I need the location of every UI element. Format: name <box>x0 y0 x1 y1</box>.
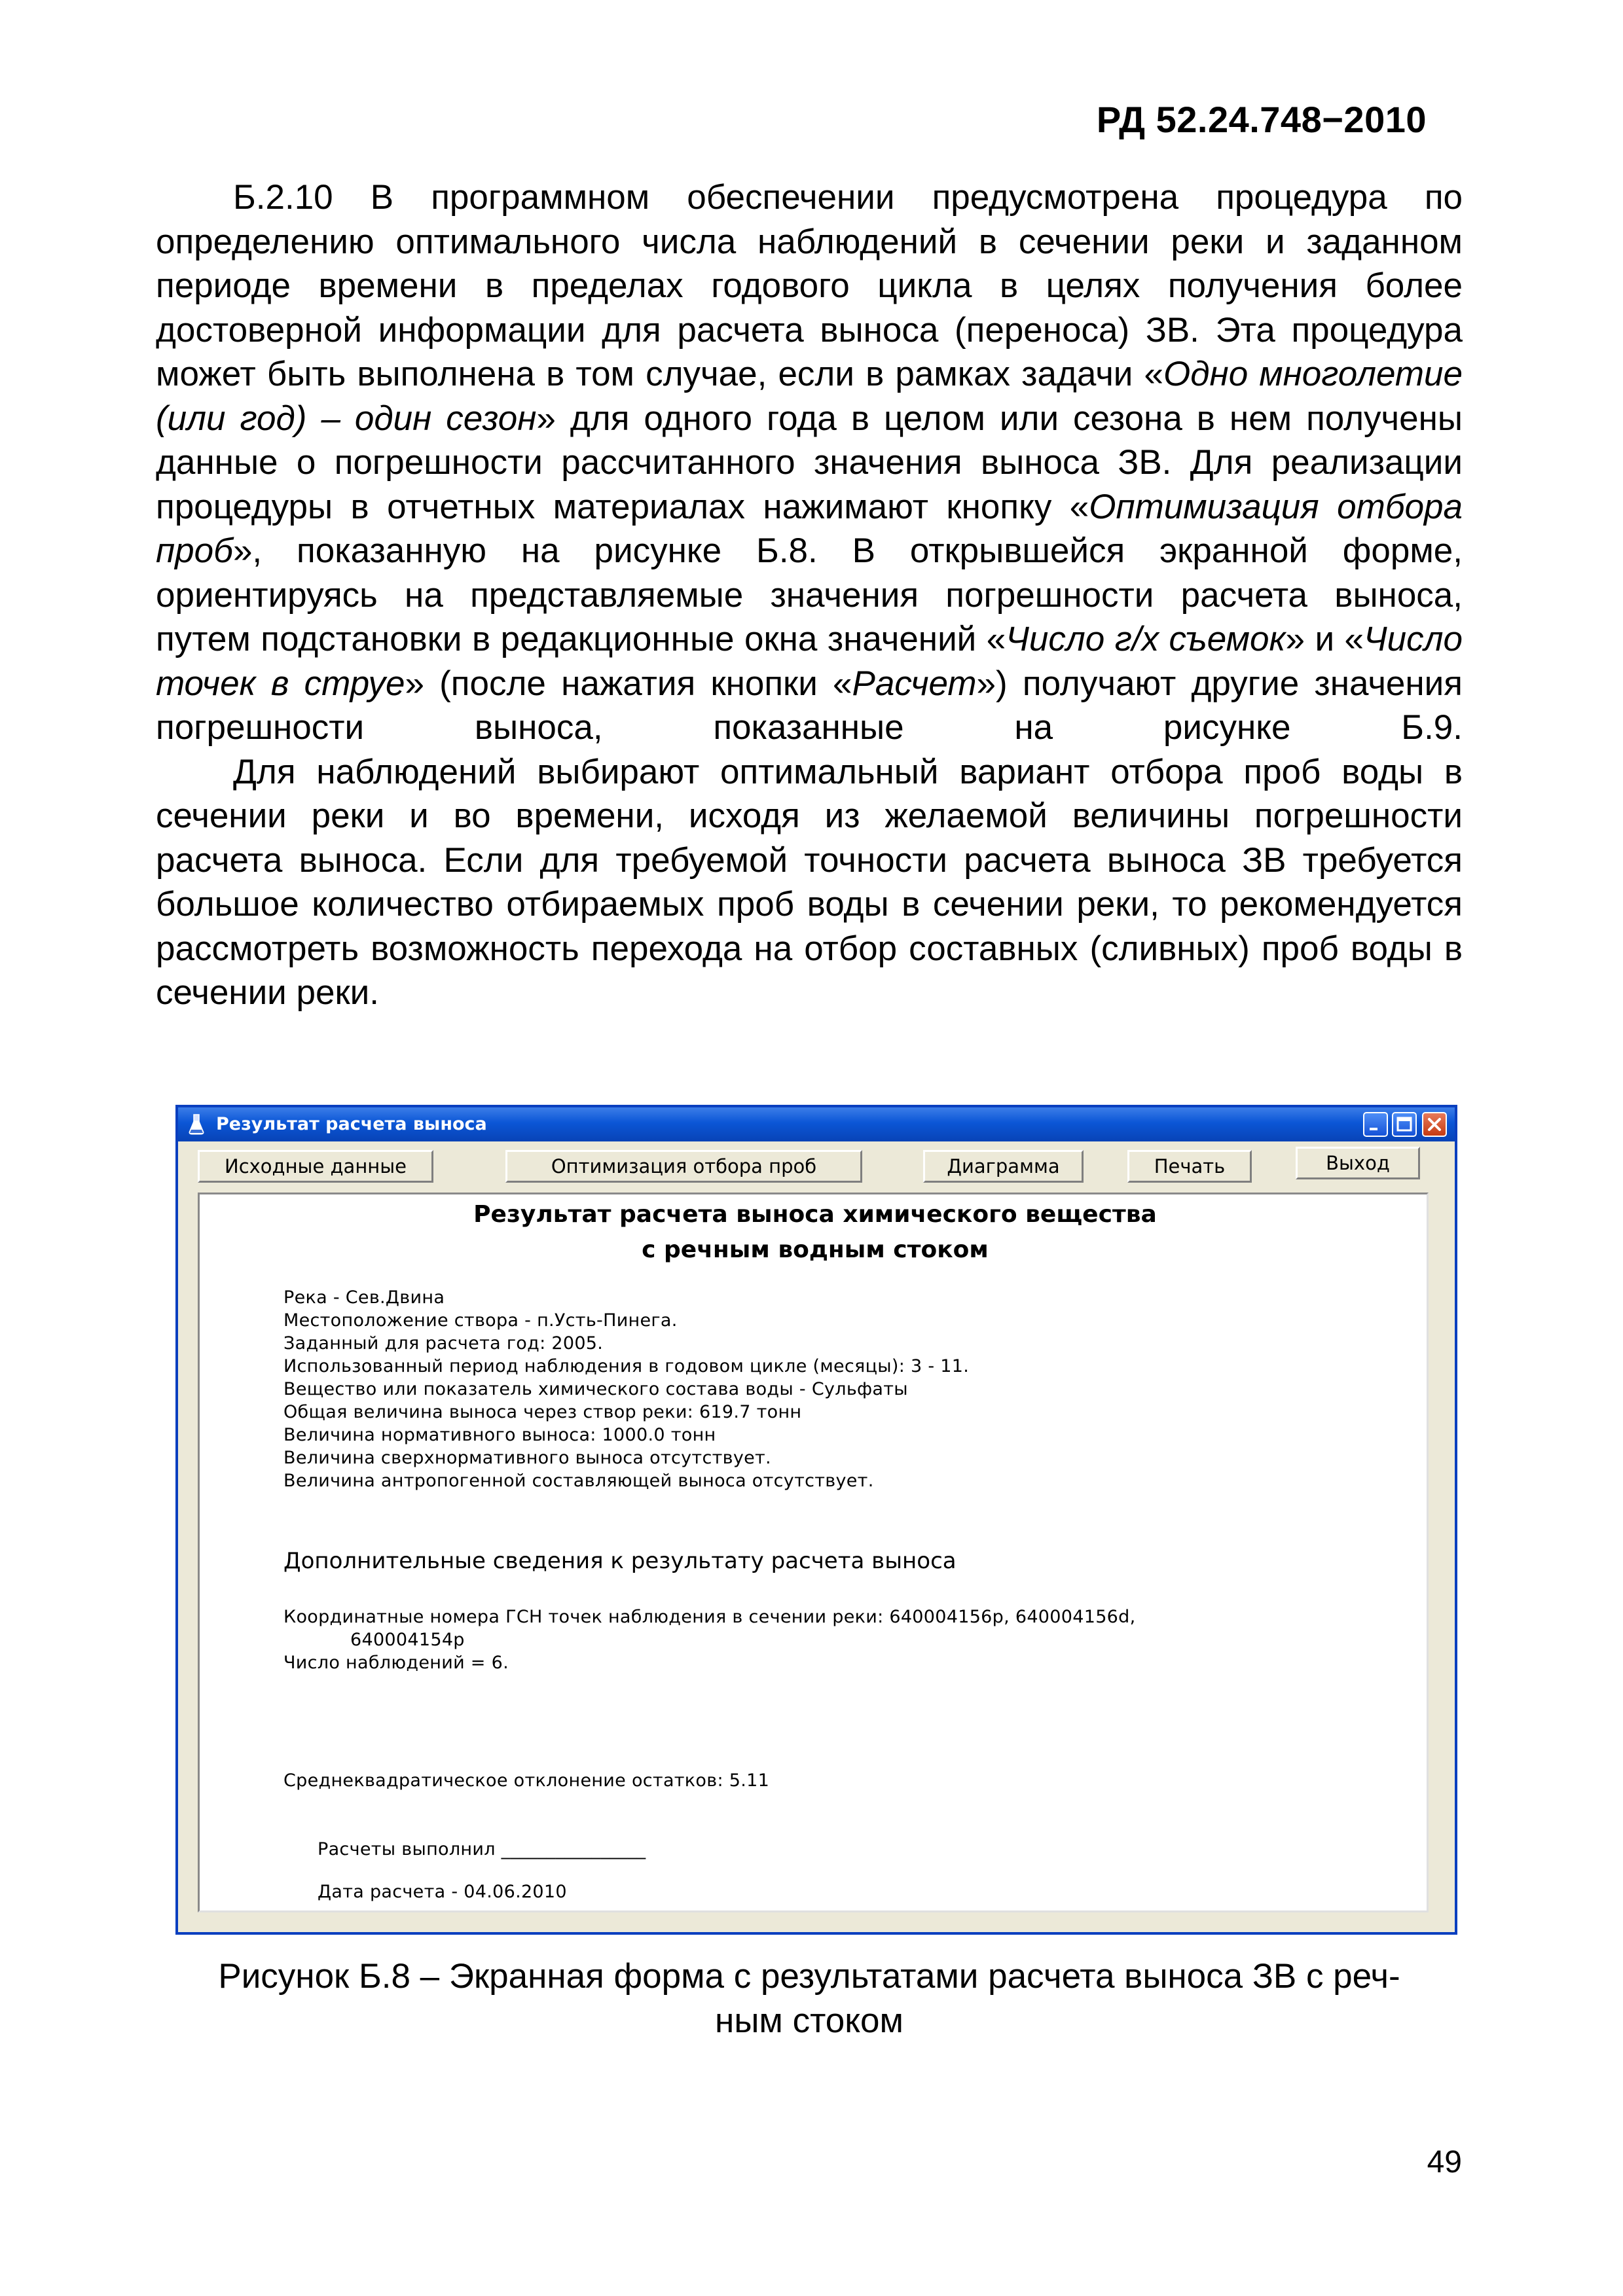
body-text <box>156 175 1463 1015</box>
exit-button[interactable]: Выход <box>1296 1147 1420 1179</box>
close-button[interactable] <box>1422 1112 1447 1137</box>
coordinates-line-2: 640004154p <box>350 1630 465 1650</box>
performed-by-line: Расчеты выполнил ________________ <box>318 1839 646 1859</box>
figure-caption <box>156 1954 1463 2043</box>
report-line: Вещество или показатель химического состава воды - Сульфаты <box>283 1379 908 1399</box>
report-line: Местоположение створа - п.Усть-Пинега. <box>283 1310 678 1331</box>
std-deviation-line: Среднеквадратическое отклонение остатков: 5.11 <box>283 1770 770 1791</box>
p1-italic-4: Число точек в струе <box>156 620 1463 703</box>
coordinates-line-1: Координатные номера ГСН точек наблюдения в сечении реки: 640004156p, 640004156d, <box>283 1607 1136 1627</box>
paragraph-2 <box>156 750 1463 1015</box>
additional-info-heading: Дополнительные сведения к результату расчета выноса <box>283 1548 957 1574</box>
p1-text-6: ») получают другие значения погрешности выноса, показанные на рисунке Б.9. <box>156 664 1463 747</box>
p1-italic-1: Одно многолетие (или год) – один сезон <box>156 355 1463 438</box>
p2-text: Для наблюдений выбирают оптимальный вариант отбора проб воды в сечении реки и во времени, исходя из желаемой величины погрешности расчета выноса. Если для требуемой точности расчета выноса ЗВ требуется большое количество отбираемых проб воды в сечении реки, то рекомендуется рассмотреть возможность перехода на отбор составных (сливных) проб воды в сечении реки. <box>156 752 1463 1012</box>
report-line: Величина нормативного выноса: 1000.0 тонн <box>283 1425 716 1445</box>
report-line: Величина сверхнормативного выноса отсутствует. <box>283 1448 771 1468</box>
flask-icon <box>187 1114 206 1135</box>
p1-text-4: » и « <box>1285 620 1364 658</box>
paragraph-1 <box>156 175 1463 750</box>
report-title-line-1: Результат расчета выноса химического вещества <box>473 1201 1157 1228</box>
minimize-icon <box>1364 1113 1387 1136</box>
report-line: Общая величина выноса через створ реки: 619.7 тонн <box>283 1402 802 1422</box>
caption-line-1: Рисунок Б.8 – Экранная форма с результатами расчета выноса ЗВ с реч- <box>218 1957 1400 1996</box>
p1-text-1: Б.2.10 В программном обеспечении предусмотрена процедура по определению оптимального числа наблюдений в сечении реки и заданном периоде времени в пределах годового цикла в целях получения более достоверной информации для расчета выноса (переноса) ЗВ. Эта процедура может быть выполнена в том случае, если в рамках задачи « <box>156 178 1463 393</box>
maximize-button[interactable] <box>1392 1112 1417 1137</box>
p1-text-5: » (после нажатия кнопки « <box>405 664 852 703</box>
document-code: РД 52.24.748−2010 <box>1096 99 1427 140</box>
window-titlebar[interactable] <box>178 1107 1455 1141</box>
p1-italic-5: Расчет <box>852 664 977 703</box>
report-window <box>175 1105 1457 1935</box>
p1-italic-3: Число г/х съемок <box>1006 620 1286 658</box>
source-data-button[interactable]: Исходные данные <box>198 1150 433 1183</box>
window-title: Результат расчета выноса <box>216 1114 487 1134</box>
minimize-button[interactable] <box>1363 1112 1388 1137</box>
print-button[interactable]: Печать <box>1127 1150 1252 1183</box>
p1-italic-2: Оптимизация отбора проб <box>156 487 1463 570</box>
report-line: Использованный период наблюдения в годовом цикле (месяцы): 3 - 11. <box>283 1356 970 1376</box>
caption-line-2: ным стоком <box>715 2001 903 2040</box>
p1-text-3: », показанную на рисунке Б.8. В открывшейся экранной форме, ориентируясь на представляемые значения погрешности расчета выноса, путем подстановки в редакционные окна значений « <box>156 531 1463 658</box>
close-icon <box>1423 1113 1446 1136</box>
diagram-button[interactable]: Диаграмма <box>923 1150 1084 1183</box>
optimization-button[interactable]: Оптимизация отбора проб <box>505 1150 862 1183</box>
observations-count: Число наблюдений = 6. <box>283 1653 509 1673</box>
calculation-date: Дата расчета - 04.06.2010 <box>318 1882 567 1902</box>
report-panel <box>198 1193 1429 1912</box>
report-line: Величина антропогенной составляющей выноса отсутствует. <box>283 1471 874 1491</box>
report-line: Река - Сев.Двина <box>283 1287 445 1308</box>
maximize-icon <box>1393 1113 1415 1136</box>
page-number: 49 <box>1427 2145 1462 2179</box>
p1-text-2: » для одного года в целом или сезона в нем получены данные о погрешности рассчитанного значения выноса ЗВ. Для реализации процедуры в отчетных материалах нажимают кнопку « <box>156 399 1463 526</box>
report-title-line-2: с речным водным стоком <box>642 1236 989 1263</box>
report-line: Заданный для расчета год: 2005. <box>283 1333 604 1354</box>
